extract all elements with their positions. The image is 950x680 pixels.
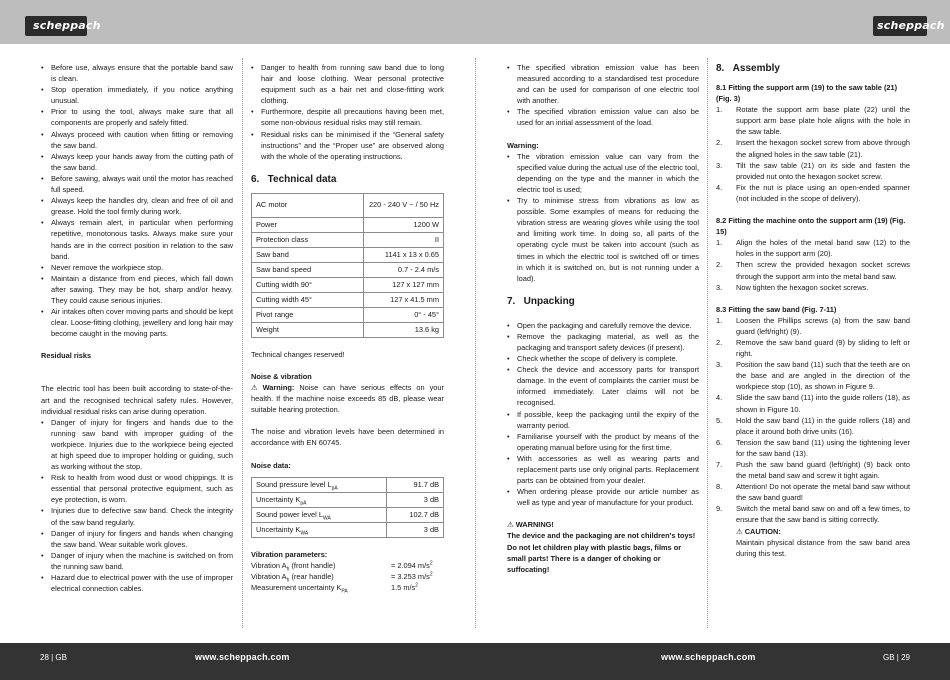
noise-label: Uncertainty $K_{pA}$ bbox=[252, 492, 387, 507]
column-1 bbox=[41, 62, 233, 594]
section-8-1-steps bbox=[716, 104, 910, 204]
step-item bbox=[716, 503, 910, 525]
section-8-2-heading: 8.2 Fitting the machine onto the support arm (19) (Fig. 15) bbox=[716, 216, 906, 237]
list-item: • Residual risks can be minimised if the “General safety instructions” and the “Proper use” are observed along with the whole of the operating instructions. bbox=[251, 129, 444, 162]
spec-value: II bbox=[364, 232, 444, 247]
list-item: • Danger to health from running saw band due to long hair and loose clothing. Wear personal protective equipment such as a hair net and close-fitting work clothing. bbox=[251, 62, 444, 106]
column-2 bbox=[251, 62, 444, 593]
step-text: Tilt the saw table (21) on its side and fasten the provided nut onto the hexagon socket screw. bbox=[736, 160, 910, 181]
page-number-left: 28 | GB bbox=[40, 653, 67, 662]
table-row bbox=[252, 477, 444, 492]
residual-risks-heading: Residual risks bbox=[41, 351, 92, 361]
column-3 bbox=[507, 62, 699, 575]
warning-triangle-icon: ⚠ bbox=[251, 383, 258, 393]
step-number: 1. bbox=[716, 238, 723, 248]
page-number-right: GB | 29 bbox=[883, 653, 910, 662]
spec-label: Cutting width 45° bbox=[252, 292, 364, 307]
vibration-parameters-list bbox=[251, 560, 444, 593]
step-text: Position the saw band (11) such that the teeth are on the base and are angled in the direction of the workpiece stop (10), as shown in Figure 9. bbox=[736, 360, 910, 392]
footer-bar bbox=[0, 643, 950, 680]
spec-label: Cutting width 90° bbox=[252, 277, 364, 292]
list-item: • Furthermore, despite all precautions having been met, some non-obvious residual risks may still remain. bbox=[251, 106, 444, 128]
vibration-value: = 2.094 $m/s^2$ bbox=[391, 560, 433, 570]
step-number: 1. bbox=[716, 105, 723, 115]
noise-label: Sound pressure level $L_{pA}$ bbox=[252, 477, 387, 492]
step-text: Rotate the support arm base plate (22) until the support arm base plate hole aligns with the hole in the saw table. bbox=[736, 105, 910, 137]
spec-label: Saw band speed bbox=[252, 262, 364, 277]
assembly-heading: 8. Assembly bbox=[716, 63, 780, 74]
step-text: Tension the saw band (11) using the tightening lever for the saw band (13). bbox=[736, 437, 910, 458]
list-item: • The specified vibration emission value can also be used for an initial assessment of the load. bbox=[507, 106, 699, 128]
step-text: Attention! Do not operate the metal band saw without the saw band guard! bbox=[736, 482, 910, 503]
vibration-row bbox=[251, 582, 444, 593]
vibration-label: Vibration $A_h$ (front handle) bbox=[251, 560, 336, 573]
list-item: • Danger of injury when the machine is switched on from the running saw band. bbox=[41, 550, 233, 572]
table-row bbox=[252, 292, 444, 307]
spec-label: Power bbox=[252, 217, 364, 232]
technical-changes-note: Technical changes reserved! bbox=[251, 349, 345, 359]
table-row bbox=[252, 247, 444, 262]
noise-standard-note: The noise and vibration levels have been determined in accordance with EN 60745. bbox=[251, 427, 444, 448]
scheppach-logo-right[interactable]: scheppach bbox=[873, 16, 927, 36]
spec-label: Pivot range bbox=[252, 307, 364, 322]
step-number: 2. bbox=[716, 138, 723, 148]
safety-bullet-list bbox=[41, 62, 233, 339]
spec-value: 1200 W bbox=[364, 217, 444, 232]
noise-label: Uncertainty $K_{WA}$ bbox=[252, 522, 387, 537]
vibration-label: Measurement uncertainty $K_{PA}$ bbox=[251, 582, 348, 595]
warning-triangle-icon: ⚠ bbox=[736, 526, 743, 536]
list-item: • Air intakes often cover moving parts and should be kept clear. Loose-fitting clothing, jewellery and long hair may become caught in the moving parts. bbox=[41, 306, 233, 339]
list-item: • Always proceed with caution when fitting or removing the saw band. bbox=[41, 129, 233, 151]
spec-value: 1141 x 13 x 0.65 bbox=[364, 247, 444, 262]
vibration-label: Vibration $A_h$ (rear handle) bbox=[251, 571, 334, 584]
step-number: 8. bbox=[716, 482, 723, 492]
step-number: 6. bbox=[716, 437, 723, 447]
list-item: • Always remain alert, in particular when performing repetitive, monotonous tasks. Always make sure your hands are in the correct position in relation to the saw band. bbox=[41, 217, 233, 261]
table-row bbox=[252, 232, 444, 247]
section-8-1-heading: 8.1 Fitting the support arm (19) to the saw table (21) (Fig. 3) bbox=[716, 83, 898, 104]
spec-value: 127 x 127 mm bbox=[364, 277, 444, 292]
step-number: 1. bbox=[716, 315, 723, 325]
list-item: • Danger of injury for fingers and hands when changing the saw band. Wear suitable work gloves. bbox=[41, 528, 233, 550]
list-item: • With accessories as well as wearing parts and replacement parts use only original parts. Replacement parts can be obtained from your dealer. bbox=[507, 453, 699, 486]
table-row bbox=[252, 322, 444, 337]
step-item bbox=[716, 459, 910, 481]
step-number: 4. bbox=[716, 182, 723, 192]
residual-risks-list bbox=[41, 417, 233, 595]
list-item: • Remove the packaging material, as well as the packaging and transport safety devices (if present). bbox=[507, 331, 699, 353]
step-number: 4. bbox=[716, 393, 723, 403]
list-item: • Always keep the handles dry, clean and free of oil and grease. Hold the tool firmly during work. bbox=[41, 195, 233, 217]
step-item bbox=[716, 437, 910, 459]
step-item bbox=[716, 182, 910, 204]
section-8-3-heading: 8.3 Fitting the saw band (Fig. 7-11) bbox=[716, 304, 837, 314]
vibration-value: 1.5 $m/s^2$ bbox=[391, 582, 419, 592]
step-number: 9. bbox=[716, 504, 723, 514]
spec-value: 127 x 41.5 mm bbox=[364, 292, 444, 307]
step-text: Insert the hexagon socket screw from above through the aligned holes in the saw table (21). bbox=[736, 138, 910, 159]
residual-risks-list-continued bbox=[251, 62, 444, 162]
step-text: Push the saw band guard (left/right) (9) back onto the metal band saw and screw it tight again. bbox=[736, 460, 910, 481]
noise-warning-label: ⚠ Warning: bbox=[251, 383, 295, 393]
spec-label: Saw band bbox=[252, 247, 364, 262]
step-number: 3. bbox=[716, 360, 723, 370]
step-text: Then screw the provided hexagon socket screws through the support arm into the metal band saw. bbox=[736, 260, 910, 281]
step-number: 2. bbox=[716, 337, 723, 347]
step-number: 3. bbox=[716, 282, 723, 292]
scheppach-logo-left[interactable]: scheppach bbox=[25, 16, 87, 36]
step-item bbox=[716, 392, 910, 414]
children-warning-label: ⚠ WARNING! bbox=[507, 520, 554, 530]
technical-data-table bbox=[251, 193, 444, 338]
step-item bbox=[716, 315, 910, 337]
vibration-parameters-heading: Vibration parameters: bbox=[251, 549, 328, 559]
spec-label: Protection class bbox=[252, 232, 364, 247]
section-8-3-steps bbox=[716, 315, 910, 526]
spec-value: 220 - 240 V ~ / 50 Hz bbox=[364, 193, 444, 217]
noise-value: 91.7 dB bbox=[386, 477, 443, 492]
step-text: Now tighten the hexagon socket screws. bbox=[736, 282, 869, 292]
step-text: Loosen the Phillips screws (a) from the saw band guard (left/right) (9). bbox=[736, 315, 910, 336]
list-item: • Danger of injury for fingers and hands due to the running saw band with improper guiding of the workpiece. Injuries due to the workpiece being ejected at high speed due to improper holding or guiding, such as working without the stop. bbox=[41, 417, 233, 472]
table-row bbox=[252, 217, 444, 232]
table-row bbox=[252, 193, 444, 217]
step-item bbox=[716, 359, 910, 392]
noise-label: Sound power level $L_{WA}$ bbox=[252, 507, 387, 522]
noise-value: 3 dB bbox=[386, 492, 443, 507]
technical-data-heading: 6. Technical data bbox=[251, 173, 337, 185]
spec-value: 13.6 kg bbox=[364, 322, 444, 337]
column-divider bbox=[707, 58, 708, 628]
vibration-notes-list bbox=[507, 62, 699, 129]
website-link-left[interactable]: www.scheppach.com bbox=[195, 652, 290, 662]
step-number: 3. bbox=[716, 160, 723, 170]
header-bar bbox=[0, 0, 950, 44]
step-item bbox=[716, 137, 910, 159]
spec-value: 0.7 - 2.4 m/s bbox=[364, 262, 444, 277]
step-item bbox=[716, 259, 910, 281]
section-8-2-steps bbox=[716, 237, 910, 292]
list-item: • Maintain a distance from end pieces, which fall down after sawing. They may be hot, sharp and/or heavy. They could cause serious injuries. bbox=[41, 273, 233, 306]
vibration-row bbox=[251, 571, 444, 582]
noise-value: 3 dB bbox=[386, 522, 443, 537]
table-row bbox=[252, 522, 444, 537]
list-item: • Injuries due to defective saw band. Check the integrity of the saw band regularly. bbox=[41, 505, 233, 527]
column-4 bbox=[716, 62, 910, 559]
caution-label: CAUTION: bbox=[744, 526, 781, 536]
caution-block bbox=[716, 526, 910, 559]
warning-triangle-icon: ⚠ bbox=[507, 520, 514, 530]
caution-text: Maintain physical distance from the saw band area during this test. bbox=[736, 537, 910, 558]
unpacking-heading: 7. Unpacking bbox=[507, 295, 575, 307]
list-item: • Before sawing, always wait until the motor has reached full speed. bbox=[41, 173, 233, 195]
table-row bbox=[252, 262, 444, 277]
table-row bbox=[252, 507, 444, 522]
step-text: Align the holes of the metal band saw (12) to the holes in the support arm (20). bbox=[736, 238, 910, 259]
table-row bbox=[252, 307, 444, 322]
step-item bbox=[716, 160, 910, 182]
step-item bbox=[716, 415, 910, 437]
column-divider bbox=[242, 58, 243, 628]
step-item bbox=[716, 337, 910, 359]
spec-label: AC motor bbox=[252, 193, 364, 217]
noise-value: 102.7 dB bbox=[386, 507, 443, 522]
list-item: • Stop operation immediately, if you notice anything unusual. bbox=[41, 84, 233, 106]
vibration-value: = 3.253 $m/s^2$ bbox=[391, 571, 433, 581]
list-item: • If possible, keep the packaging until the expiry of the warranty period. bbox=[507, 409, 699, 431]
noise-data-table bbox=[251, 477, 444, 538]
unpacking-list bbox=[507, 320, 699, 509]
spec-label: Weight bbox=[252, 322, 364, 337]
list-item: • Always keep your hands away from the cutting path of the saw band. bbox=[41, 151, 233, 173]
step-item bbox=[716, 104, 910, 137]
list-item: • The specified vibration emission value has been measured according to a standardised test procedure and can be used for comparison of one electric tool with another. bbox=[507, 62, 699, 106]
step-number: 7. bbox=[716, 460, 723, 469]
step-text: Slide the saw band (11) into the guide rollers (18), as shown in Figure 10. bbox=[736, 393, 910, 414]
noise-vibration-heading: Noise & vibration bbox=[251, 371, 312, 381]
vibration-warning-heading: Warning: bbox=[507, 140, 539, 150]
list-item: • Before use, always ensure that the portable band saw is clean. bbox=[41, 62, 233, 84]
vibration-warning-list bbox=[507, 151, 699, 284]
table-row bbox=[252, 277, 444, 292]
step-number: 5. bbox=[716, 415, 723, 425]
step-text: Switch the metal band saw on and off a few times, to ensure that the saw band is sitting correctly. bbox=[736, 504, 910, 525]
step-number: 2. bbox=[716, 260, 723, 270]
step-item bbox=[716, 282, 910, 293]
noise-data-heading: Noise data: bbox=[251, 460, 291, 470]
list-item: • Try to minimise stress from vibrations as low as possible. Some examples of means for reducing the vibration stress are wearing gloves while using the tool and limiting work time. In doing so, all parts of the operating cycle must be taken into account (such as times in which the electric tool is switched off or times in which it is switched on, but is not running under a load). bbox=[507, 195, 699, 284]
step-item bbox=[716, 481, 910, 503]
vibration-row bbox=[251, 560, 444, 571]
list-item: • Open the packaging and carefully remove the device. bbox=[507, 320, 699, 331]
website-link-right[interactable]: www.scheppach.com bbox=[661, 652, 756, 662]
children-warning-text: The device and the packaging are not children's toys! Do not let children play with plastic bags, films or small parts! There is a danger of choking or suffocating! bbox=[507, 531, 696, 574]
list-item: • Check whether the scope of delivery is complete. bbox=[507, 353, 699, 364]
step-text: Remove the saw band guard (9) by sliding to left or right. bbox=[736, 337, 910, 359]
list-item: • Never remove the workpiece stop. bbox=[41, 262, 233, 273]
step-item bbox=[716, 237, 910, 259]
spec-value: 0° - 45° bbox=[364, 307, 444, 322]
list-item: • Prior to using the tool, always make sure that all components are properly and safely fitted. bbox=[41, 106, 233, 128]
list-item: • Hazard due to electrical power with the use of improper electrical connection cables. bbox=[41, 572, 233, 594]
table-row bbox=[252, 492, 444, 507]
list-item: • Risk to health from wood dust or wood chippings. It is essential that personal protective equipment, such as eye protection, is worn. bbox=[41, 472, 233, 505]
list-item: • Familiarise yourself with the product by means of the operating manual before using for the first time. bbox=[507, 431, 699, 453]
step-text: Hold the saw band (11) in the guide rollers (18) and place it around both drive units (16). bbox=[736, 415, 910, 436]
residual-risks-intro: The electric tool has been built according to state-of-the-art and the recognised technical safety rules. However, individual residual risks can arise during operation. bbox=[41, 384, 233, 416]
list-item: • The vibration emission value can vary from the specified value during the actual use of the electric tool, depending on the type and the manner in which the electric tool is used; bbox=[507, 151, 699, 195]
step-text: Fix the nut is place using an open-ended spanner (not included in the scope of delivery). bbox=[736, 182, 910, 203]
list-item: • When ordering please provide our article number as well as type and year of manufacture for your product. bbox=[507, 486, 699, 508]
noise-warning: ⚠ Warning: Noise can have serious effects on your health. If the machine noise exceeds 85 dB, please wear suitable hearing protection. bbox=[251, 383, 444, 415]
spine-divider bbox=[475, 58, 476, 628]
list-item: • Check the device and accessory parts for transport damage. In the event of complaints the carrier must be informed immediately. Later claims will not be recognised. bbox=[507, 364, 699, 408]
